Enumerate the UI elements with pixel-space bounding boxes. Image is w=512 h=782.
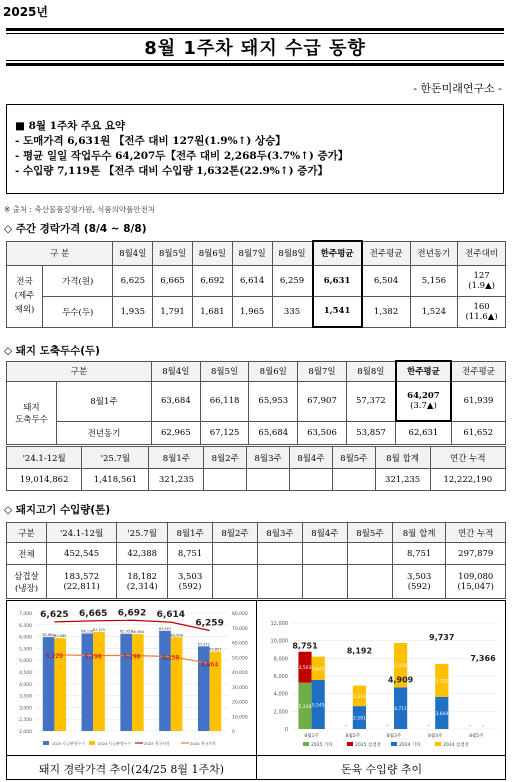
value-sub: (592) bbox=[178, 581, 202, 592]
th: 연간 누적 bbox=[446, 523, 506, 543]
th: 8월3주 bbox=[257, 523, 302, 543]
section-auction-price-title: ◇ 주간 경락가격 (8/4 ~ 8/8) bbox=[4, 223, 147, 235]
price-chart bbox=[7, 601, 255, 753]
total-data-label: 9,737 bbox=[429, 632, 455, 642]
cell: 1,681 bbox=[192, 296, 232, 327]
row-label-line: 삼겹살 bbox=[14, 571, 39, 582]
cell: 335 bbox=[272, 296, 312, 327]
cell-diff bbox=[458, 296, 506, 327]
segment-data-label: 2,591 bbox=[352, 716, 366, 722]
region-label-line: (제주 bbox=[14, 291, 35, 301]
row-label: 전년동기 bbox=[57, 421, 152, 444]
bar bbox=[82, 633, 94, 731]
legend-label: 2025 등급판정두수 bbox=[52, 741, 85, 746]
y2-tick-label: 70,000 bbox=[232, 626, 248, 632]
y-tick-label: 6,500 bbox=[19, 623, 32, 629]
y2-tick-label: 0 bbox=[232, 730, 235, 735]
y2-tick-label: 80,000 bbox=[232, 612, 248, 617]
segment-data-label: 5,026 bbox=[394, 664, 408, 670]
cell: 6,625 bbox=[113, 265, 153, 296]
total-data-label: 8,751 bbox=[292, 641, 318, 651]
publisher: - 한돈미래연구소 - bbox=[413, 82, 502, 95]
cell: 61,939 bbox=[451, 381, 505, 421]
value-sub: (2,314) bbox=[126, 581, 158, 592]
row-label: 가격(원) bbox=[43, 265, 113, 296]
row-group-label bbox=[7, 381, 57, 444]
year-label: 2025년 bbox=[3, 5, 48, 19]
row-group-label-line: 돼지 bbox=[23, 402, 40, 413]
th: 8월4일 bbox=[113, 241, 153, 265]
segment-data-label: 2,318 bbox=[352, 694, 366, 700]
cell: 62,965 bbox=[152, 421, 201, 444]
y-tick-label: 12,000 bbox=[270, 621, 288, 627]
legend-label: 2024 삼겹살 bbox=[443, 743, 469, 748]
cell: 1,382 bbox=[362, 296, 410, 327]
import-chart-caption: 돈육 수입량 추이 bbox=[340, 763, 423, 776]
region-label-line: 전국 bbox=[16, 277, 33, 287]
title-banner bbox=[6, 28, 504, 66]
cell: 65,953 bbox=[249, 381, 298, 421]
cell bbox=[213, 543, 258, 565]
value: 109,080 bbox=[458, 571, 494, 582]
x-tick-label: 8월5주 bbox=[469, 734, 484, 739]
y-tick-label: 0 bbox=[284, 727, 288, 733]
line-data-label: 4,864 bbox=[201, 661, 219, 669]
th: 8월5일 bbox=[153, 241, 193, 265]
th: '25.7월 bbox=[82, 447, 149, 469]
y2-tick-label: 40,000 bbox=[232, 671, 248, 676]
th: 8월4주 bbox=[290, 447, 333, 469]
legend-swatch bbox=[391, 742, 397, 746]
th: 구분 bbox=[7, 361, 152, 381]
bar-data-label: 66,118 bbox=[81, 629, 94, 634]
y-tick-label: 10,000 bbox=[270, 638, 288, 645]
section-import-title: ◇ 돼지고기 수입량(톤) bbox=[4, 504, 111, 516]
avg-value: 64,207 bbox=[407, 390, 440, 401]
segment-data-label: 4,711 bbox=[394, 707, 408, 713]
diff-value: 160 bbox=[473, 301, 490, 312]
bar-data-label: 67,907 bbox=[158, 626, 172, 631]
cell bbox=[446, 565, 506, 599]
cell: 8,751 bbox=[168, 543, 213, 565]
bar bbox=[43, 637, 55, 731]
caption-divider bbox=[7, 755, 505, 756]
empty-bar-label: - bbox=[427, 723, 430, 729]
th: 8월4주 bbox=[302, 523, 347, 543]
diff-pct: (1.9▲) bbox=[468, 280, 495, 291]
line-data-label: 6,259 bbox=[195, 618, 224, 629]
legend-label: 2025 삼겹살 bbox=[355, 743, 381, 748]
legend-label: 2025 전국가격 bbox=[144, 741, 170, 746]
th: '24.1-12월 bbox=[47, 523, 117, 543]
line-data-label: 5,158 bbox=[162, 654, 180, 662]
row-label: 8월1주 bbox=[57, 381, 152, 421]
th: 8월2주 bbox=[213, 523, 258, 543]
y-tick-label: 4,500 bbox=[19, 671, 32, 676]
segment-data-label: 3,722 bbox=[435, 679, 449, 685]
line-data-label: 5,229 bbox=[45, 652, 63, 660]
row-label bbox=[7, 565, 47, 599]
bar-data-label: 65,953 bbox=[120, 629, 133, 634]
cell bbox=[117, 565, 168, 599]
total-data-label: 8,192 bbox=[346, 646, 373, 656]
cell bbox=[213, 565, 258, 599]
th: 8월4일 bbox=[152, 361, 201, 381]
region-label-line: 제외) bbox=[14, 305, 35, 315]
bar-data-label: 63,684 bbox=[42, 633, 55, 638]
th: 전주평균 bbox=[362, 241, 410, 265]
cell-week-avg: 1,541 bbox=[313, 296, 362, 327]
cell bbox=[257, 565, 302, 599]
summary-box bbox=[6, 104, 504, 194]
cell: 65,684 bbox=[249, 421, 298, 444]
charts-panel bbox=[6, 600, 506, 780]
th: 8월1주 bbox=[168, 523, 213, 543]
y-tick-label: 3,000 bbox=[19, 706, 32, 712]
cell: 5,156 bbox=[410, 265, 458, 296]
bar bbox=[120, 634, 132, 731]
cell: 62,631 bbox=[396, 421, 451, 444]
th: 8월5일 bbox=[200, 361, 249, 381]
cell-week-avg: 6,631 bbox=[313, 265, 362, 296]
y2-tick-label: 30,000 bbox=[232, 685, 248, 691]
cell: 53,857 bbox=[346, 421, 395, 444]
th: 8월7일 bbox=[298, 361, 347, 381]
cell: 6,665 bbox=[153, 265, 193, 296]
source-note: ※ 출처 : 축산물품질평가원, 식품의약품안전처 bbox=[4, 205, 156, 214]
line-data-label: 5,198 bbox=[84, 653, 102, 661]
total-data-label: 4,909 bbox=[387, 675, 414, 685]
cell: 321,235 bbox=[375, 469, 430, 491]
y-tick-label: 2,000 bbox=[273, 709, 288, 716]
cell: 42,388 bbox=[117, 543, 168, 565]
line-data-label: 6,665 bbox=[78, 608, 108, 619]
bar-data-label: 53,857 bbox=[209, 647, 222, 652]
cell: 61,652 bbox=[451, 421, 505, 444]
bar bbox=[93, 632, 105, 731]
cell bbox=[392, 565, 446, 599]
import-table bbox=[6, 522, 506, 599]
y-tick-label: 2,000 bbox=[19, 730, 32, 735]
legend-swatch bbox=[303, 742, 309, 746]
diff-value: 127 bbox=[473, 270, 490, 281]
cell: 6,614 bbox=[232, 265, 272, 296]
segment-data-label: 5,248 bbox=[298, 704, 312, 710]
total-data-label: 7,366 bbox=[470, 653, 496, 663]
summary-heading: ■ 8월 1주차 주요 요약 bbox=[15, 120, 126, 132]
cell: 8,751 bbox=[392, 543, 446, 565]
y-tick-label: 5,000 bbox=[19, 659, 32, 665]
line-data-label: 6,692 bbox=[117, 608, 147, 619]
empty-bar-label: - bbox=[482, 723, 484, 729]
bar bbox=[171, 637, 183, 731]
price-chart-caption: 돼지 경락가격 추이(24/25 8월 1주차) bbox=[38, 763, 225, 776]
cell: 63,684 bbox=[152, 381, 201, 421]
bar-data-label: 67,125 bbox=[92, 627, 106, 632]
slaughter-cumulative-table bbox=[6, 446, 506, 491]
th: 8월5주 bbox=[347, 523, 392, 543]
cell bbox=[302, 543, 347, 565]
value: 18,182 bbox=[127, 571, 158, 582]
th: 8월7일 bbox=[232, 241, 272, 265]
y-tick-label: 6,000 bbox=[273, 674, 288, 680]
legend-swatch bbox=[435, 742, 441, 746]
row-group-label-line: 도축두수 bbox=[15, 414, 48, 425]
row-label: 두수(두) bbox=[43, 296, 113, 327]
empty-bar-label: - bbox=[386, 723, 389, 729]
segment-data-label: 3,644 bbox=[435, 711, 449, 717]
th: 8월8일 bbox=[346, 361, 395, 381]
th: 구분 bbox=[7, 523, 47, 543]
summary-line-3: - 수입량 7,119톤 【전주 대비 수입량 1,632톤(22.9%↑) 증가】 bbox=[15, 165, 328, 177]
cell bbox=[347, 543, 392, 565]
x-tick-label: 8월3주 bbox=[386, 734, 402, 739]
empty-bar-label: - bbox=[345, 723, 348, 729]
line-data-label: 6,625 bbox=[40, 609, 69, 620]
cell bbox=[168, 565, 213, 599]
cell bbox=[347, 565, 392, 599]
cell bbox=[290, 469, 333, 491]
cell bbox=[302, 565, 347, 599]
th: 8월8일 bbox=[272, 241, 312, 265]
th: 연간 누적 bbox=[430, 447, 505, 469]
th: 8월5주 bbox=[332, 447, 375, 469]
cell: 6,504 bbox=[362, 265, 410, 296]
bar-data-label: 62,965 bbox=[54, 634, 67, 639]
cell: 66,118 bbox=[200, 381, 249, 421]
bar bbox=[159, 631, 171, 731]
cell: 1,791 bbox=[153, 296, 193, 327]
segment-data-label: 5,545 bbox=[311, 703, 325, 709]
cell: 321,235 bbox=[149, 469, 204, 491]
segment-data-label: 2,647 bbox=[311, 667, 325, 673]
th: 전주대비 bbox=[458, 241, 506, 265]
legend-swatch bbox=[89, 741, 95, 745]
summary-line-1: - 도매가격 6,631원 【전주 대비 127원(1.9%↑) 상승】 bbox=[15, 135, 286, 147]
cell: 57,372 bbox=[346, 381, 395, 421]
y-tick-label: 4,000 bbox=[19, 682, 32, 688]
y2-tick-label: 20,000 bbox=[232, 700, 248, 706]
bar bbox=[132, 634, 144, 731]
y2-tick-label: 60,000 bbox=[232, 641, 248, 647]
cell: 1,935 bbox=[113, 296, 153, 327]
cell: 452,545 bbox=[47, 543, 117, 565]
row-label-line: (냉장) bbox=[14, 583, 39, 594]
cell: 19,014,862 bbox=[7, 469, 82, 491]
cell-week-avg bbox=[396, 381, 451, 421]
cell-diff bbox=[458, 265, 506, 296]
line-data-label: 6,614 bbox=[156, 610, 186, 621]
value: 3,503 bbox=[406, 571, 432, 582]
cell: 6,259 bbox=[272, 265, 312, 296]
region-label bbox=[7, 265, 43, 327]
y-tick-label: 8,000 bbox=[273, 656, 288, 663]
auction-price-table bbox=[6, 240, 506, 328]
summary-line-2: - 평균 일일 작업두수 64,207두【전주 대비 2,268두(3.7%↑) 증가】 bbox=[15, 150, 349, 162]
x-tick-label: 8월4주 bbox=[427, 734, 443, 739]
th: 8월2주 bbox=[204, 447, 247, 469]
cell bbox=[47, 565, 117, 599]
cell: 1,965 bbox=[232, 296, 272, 327]
cell bbox=[257, 543, 302, 565]
th: 8월1주 bbox=[149, 447, 204, 469]
legend-label: 2024 전국가격 bbox=[190, 741, 216, 746]
th: 8월 합계 bbox=[375, 447, 430, 469]
value-sub: (15,047) bbox=[457, 581, 494, 592]
cell bbox=[332, 469, 375, 491]
bar-data-label: 65,684 bbox=[131, 630, 144, 635]
cell: 67,125 bbox=[200, 421, 249, 444]
diff-pct: (11.6▲) bbox=[465, 311, 498, 322]
avg-change: (3.7▲) bbox=[410, 400, 437, 411]
y-tick-label: 2,500 bbox=[19, 718, 32, 724]
section-slaughter-title: ◇ 돼지 도축두수(두) bbox=[4, 345, 100, 357]
cell: 67,907 bbox=[298, 381, 347, 421]
legend-swatch bbox=[43, 741, 49, 745]
x-tick-label: 8월2주 bbox=[345, 734, 361, 739]
th-week-avg: 한주평균 bbox=[313, 241, 362, 265]
th: 8월6일 bbox=[192, 241, 232, 265]
y-tick-label: 6,000 bbox=[19, 635, 32, 641]
bar-data-label: 57,372 bbox=[197, 642, 210, 647]
y-tick-label: 7,000 bbox=[19, 612, 32, 617]
th: 8월3주 bbox=[247, 447, 290, 469]
value-sub: (22,811) bbox=[63, 581, 100, 592]
th: '24.1-12월 bbox=[7, 447, 82, 469]
cell: 1,524 bbox=[410, 296, 458, 327]
line-data-label: 5,198 bbox=[123, 653, 141, 661]
empty-bar-label: - bbox=[468, 723, 471, 729]
th: 전년동기 bbox=[410, 241, 458, 265]
cell: 63,506 bbox=[298, 421, 347, 444]
import-chart bbox=[257, 601, 506, 753]
bar bbox=[198, 646, 210, 731]
cell: 6,692 bbox=[192, 265, 232, 296]
cell bbox=[204, 469, 247, 491]
y-tick-label: 4,000 bbox=[273, 691, 288, 698]
th: 8월6일 bbox=[249, 361, 298, 381]
bar-data-label: 63,506 bbox=[170, 633, 183, 638]
segment-data-label: 3,503 bbox=[298, 666, 312, 672]
th: 구 분 bbox=[7, 241, 113, 265]
row-label: 전체 bbox=[7, 543, 47, 565]
th: 전주평균 bbox=[451, 361, 505, 381]
legend-label: 2025 기타 bbox=[311, 743, 333, 748]
cell: 1,418,561 bbox=[82, 469, 149, 491]
cell bbox=[247, 469, 290, 491]
x-tick-label: 8월1주 bbox=[304, 734, 319, 739]
value: 183,572 bbox=[64, 571, 100, 582]
value-sub: (592) bbox=[407, 581, 431, 592]
y-tick-label: 5,500 bbox=[19, 647, 32, 653]
y2-tick-label: 10,000 bbox=[232, 715, 248, 721]
th: '25.7월 bbox=[117, 523, 168, 543]
y-tick-label: 3,500 bbox=[19, 694, 32, 700]
page-title: 8월 1주차 돼지 수급 동향 bbox=[144, 38, 366, 59]
value: 3,503 bbox=[177, 571, 203, 582]
legend-label: 2024 등급판정두수 bbox=[98, 741, 131, 746]
legend-swatch bbox=[347, 742, 353, 746]
slaughter-table bbox=[6, 360, 506, 445]
cell: 12,222,190 bbox=[430, 469, 505, 491]
legend-label: 2024 기타 bbox=[399, 743, 421, 748]
th-week-avg: 한주평균 bbox=[396, 361, 451, 381]
y2-tick-label: 50,000 bbox=[232, 656, 248, 662]
th: 8월 합계 bbox=[392, 523, 446, 543]
cell: 297,879 bbox=[446, 543, 506, 565]
